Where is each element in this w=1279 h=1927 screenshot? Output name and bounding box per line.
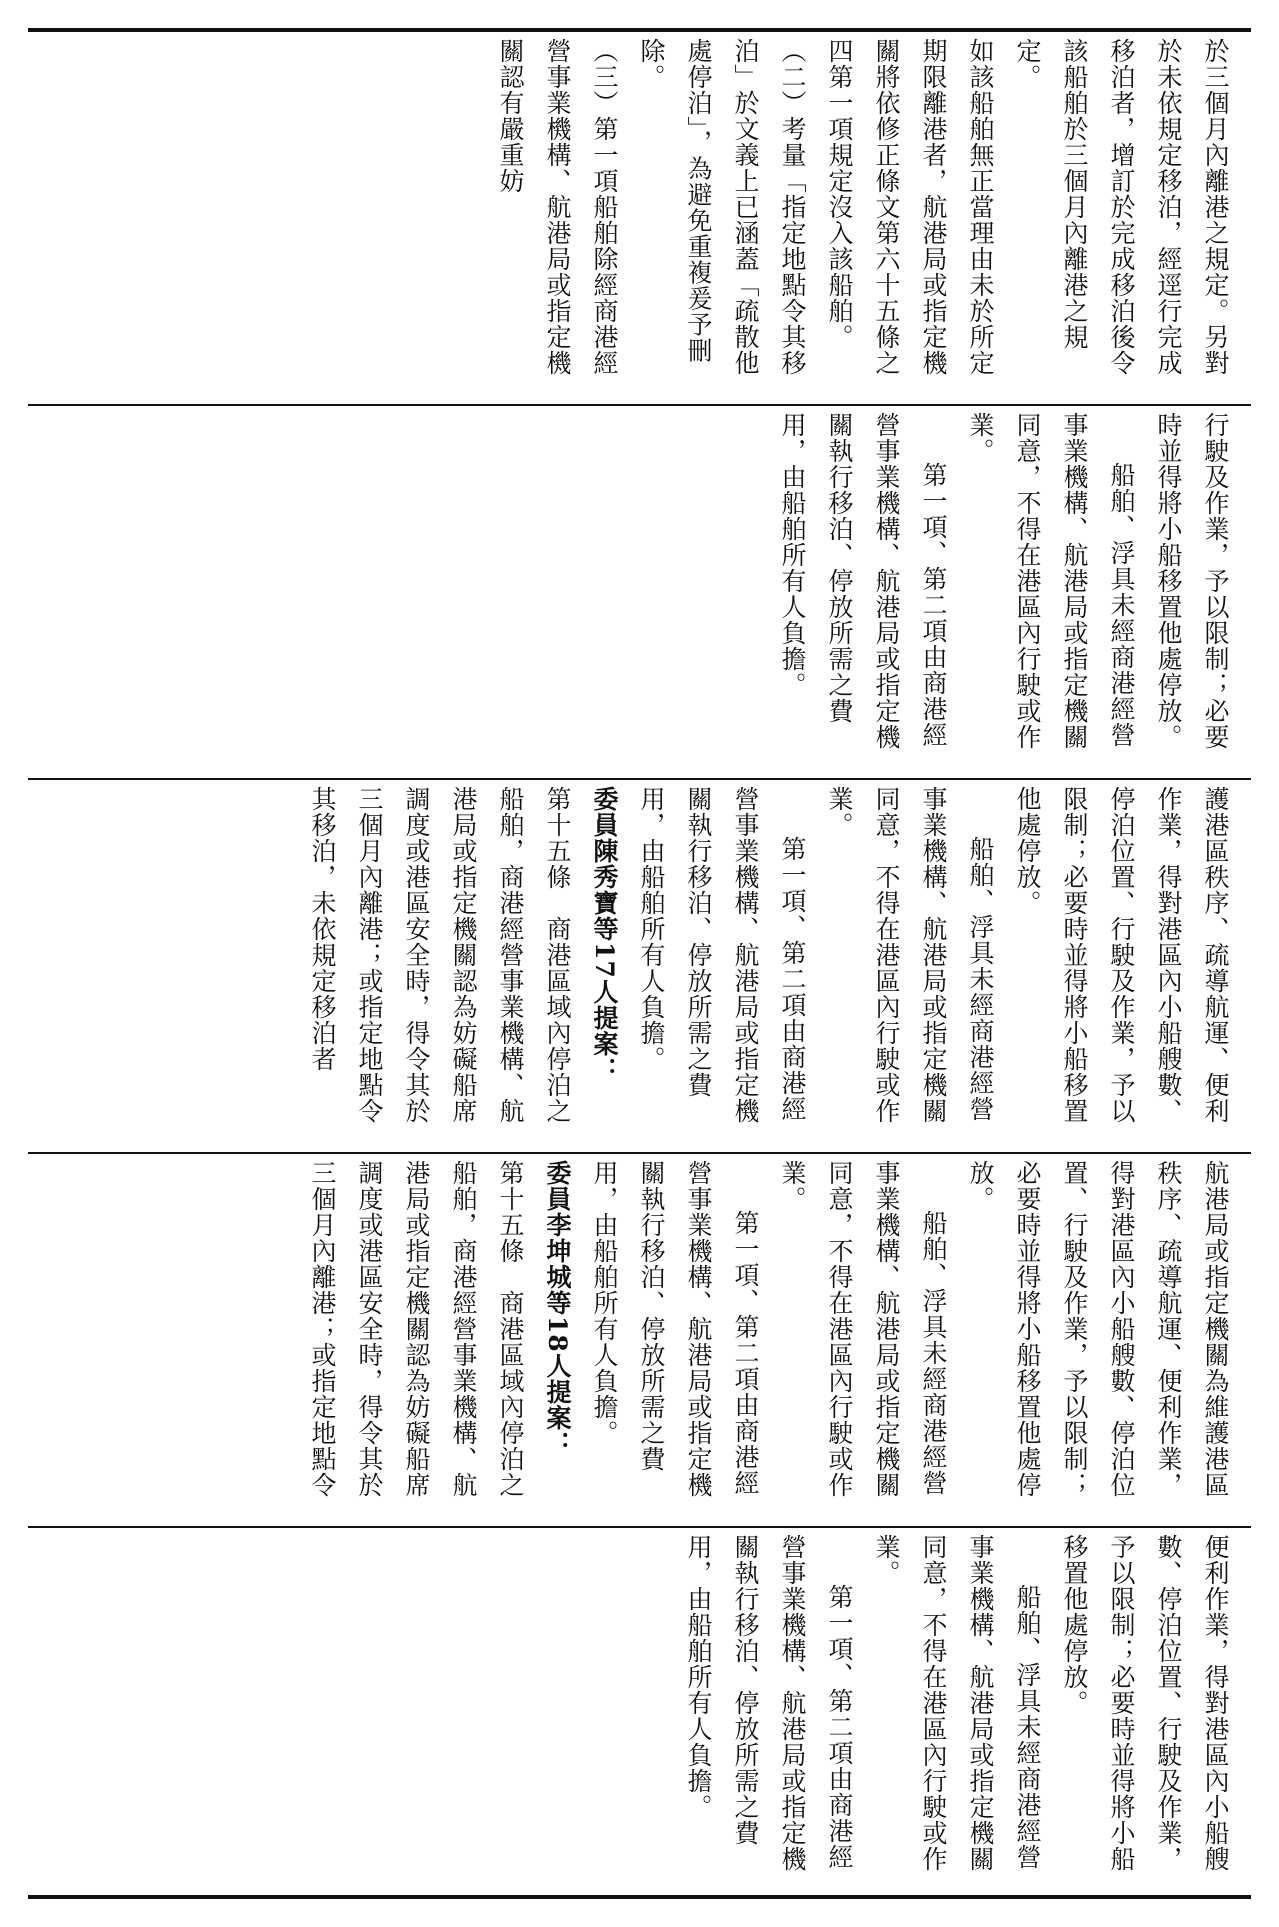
section-divider	[28, 404, 1251, 406]
paragraph: （三）第一項船舶除經商港經營事業機構、航港局或指定機關認有嚴重妨	[496, 38, 619, 376]
paragraph: 第一項、第二項由商港經營事業機構、航港局或指定機關執行移泊、停放所需之費用，由船舶所有人負擔。	[637, 786, 807, 1124]
proposal-heading: 委員李坤城等18人提案：	[543, 1160, 572, 1457]
paragraph: 第一項、第二項由商港經營事業機構、航港局或指定機關執行移泊、停放所需之費用，由船舶所有人負擔。	[778, 412, 948, 750]
paragraph: 如該船舶無正當理由未於所定期限離港者，航港局或指定機關將依修正條文第六十五條之四第一項規定沒入該船舶。	[825, 38, 995, 376]
section-proposal-17	[39, 786, 1239, 1144]
section-divider	[28, 1152, 1251, 1154]
bottom-rule	[28, 1895, 1251, 1899]
section-explanation	[39, 38, 1239, 396]
paragraph: 第十五條 商港區域內停泊之船舶，商港經營事業機構、航港局或指定機關認為妨礙船席調度或港區安全時，得令其於三個月內離港；或指定地點令	[308, 1160, 525, 1498]
section-divider	[28, 1526, 1251, 1528]
paragraph: 船舶、浮具未經商港經營事業機構、航港局或指定機關同意，不得在港區內行駛或作業。	[966, 412, 1136, 750]
section-current-text	[39, 412, 1239, 770]
section-divider	[28, 778, 1251, 780]
proposal-heading: 委員陳秀寶等17人提案：	[590, 786, 619, 1083]
paragraph: 航港局或指定機關為維護港區秩序、疏導航運、便利作業，得對港區內小船艘數、停泊位置、行駛及作業，予以限制；必要時並得將小船移置他處停放。	[966, 1160, 1230, 1498]
paragraph: 第一項、第二項由商港經營事業機構、航港局或指定機關執行移泊、停放所需之費用，由船舶所有人負擔。	[590, 1160, 760, 1498]
paragraph: 行駛及作業，予以限制；必要時並得將小船移置他處停放。	[1154, 412, 1230, 750]
paragraph: 第十五條 商港區域內停泊之船舶，商港經營事業機構、航港局或指定機關認為妨礙船席調度或港區安全時，得令其於三個月內離港；或指定地點令其移泊，未依規定移泊者	[308, 786, 572, 1124]
paragraph: 於三個月內離港之規定。另對於未依規定移泊，經逕行完成移泊者，增訂於完成移泊後令該船舶於三個月內離港之規定。	[1013, 38, 1230, 376]
paragraph: 船舶、浮具未經商港經營事業機構、航港局或指定機關同意，不得在港區內行駛或作業。	[825, 786, 995, 1124]
paragraph: 第一項、第二項由商港經營事業機構、航港局或指定機關執行移泊、停放所需之費用，由船舶所有人負擔。	[684, 1534, 854, 1872]
paragraph: 船舶、浮具未經商港經營事業機構、航港局或指定機關同意，不得在港區內行駛或作業。	[872, 1534, 1042, 1872]
section-continuation	[39, 1534, 1239, 1884]
top-rule	[28, 28, 1251, 32]
paragraph: 護港區秩序、疏導航運、便利作業，得對港區內小船艘數、停泊位置、行駛及作業，予以限制；必要時並得將小船移置他處停放。	[1013, 786, 1230, 1124]
paragraph: 船舶、浮具未經商港經營事業機構、航港局或指定機關同意，不得在港區內行駛或作業。	[778, 1160, 948, 1498]
paragraph: 便利作業，得對港區內小船艘數、停泊位置、行駛及作業，予以限制；必要時並得將小船移置他處停放。	[1060, 1534, 1230, 1872]
section-proposal-18	[39, 1160, 1239, 1518]
paragraph: （二）考量「指定地點令其移泊」於文義上已涵蓋「疏散他處停泊」，為避免重複爰予刪除。	[637, 38, 807, 376]
